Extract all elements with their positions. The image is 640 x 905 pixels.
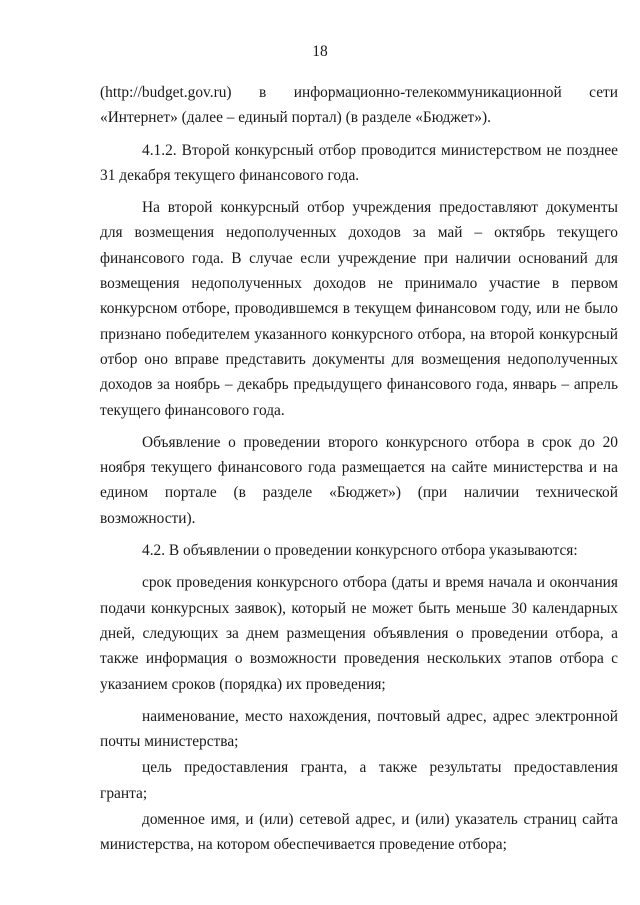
paragraph-second-selection-documents: На второй конкурсный отбор учреждения предоставляют документы для возмещения недополученных доходов за май – октябрь текущего финансового года. В случае если учреждение при наличии оснований для возмещения недополученных доходов не принимало участие в первом конкурсном отборе, проводившемся в текущем финансовом году, или не было признано победителем указанного конкурсного отбора, на второй конкурсный отбор оно вправе представить документы для возмещения недополученных доходов за ноябрь – декабрь предыдущего финансового года, январь – апрель текущего финансового года. [100, 199, 618, 419]
document-body [100, 80, 618, 865]
paragraph-4-1-2: 4.1.2. Второй конкурсный отбор проводится министерством не позднее 31 декабря текущего финансового года. [100, 141, 618, 184]
list-item-ministry-address: наименование, место нахождения, почтовый адрес, адрес электронной почты министерства; [100, 707, 618, 751]
list-item-deadline: срок проведения конкурсного отбора (даты и время начала и окончания подачи конкурсных заявок), который не может быть меньше 30 календарных дней, следующих за днем размещения объявления о проведении отбора, а также информация о возможности проведения нескольких этапов отбора с указанием сроков (порядка) их проведения; [100, 574, 618, 693]
list-item-domain-name: доменное имя, и (или) сетевой адрес, и (или) указатель страниц сайта министерства, на котором обеспечивается проведение отбора; [100, 811, 618, 854]
list-item-grant-purpose: цель предоставления гранта, а также результаты предоставления гранта; [100, 759, 618, 802]
paragraph-4-2: 4.2. В объявлении о проведении конкурсного отбора указываются: [142, 542, 578, 560]
paragraph-portal-continuation: (http://budget.gov.ru) в информационно-телекоммуникационной сети «Интернет» (далее – единый портал) (в разделе «Бюджет»). [100, 84, 618, 127]
page-number: 18 [312, 43, 328, 60]
paragraph-second-selection-announcement: Объявление о проведении второго конкурсного отбора в срок до 20 ноября текущего финансового года размещается на сайте министерства и на едином портале (в разделе «Бюджет») (при наличии технической возможности). [100, 433, 618, 527]
